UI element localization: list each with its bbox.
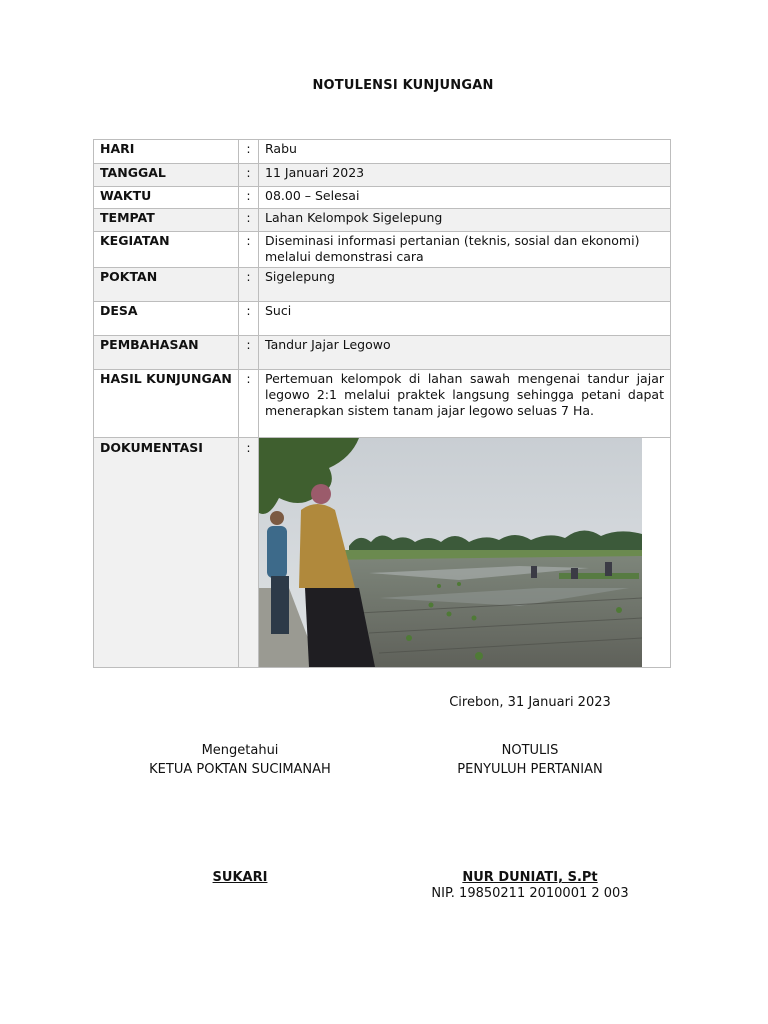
documentation-cell bbox=[259, 438, 671, 668]
table-row bbox=[94, 232, 671, 268]
table-row bbox=[94, 302, 671, 336]
row-label: KEGIATAN bbox=[94, 232, 239, 268]
table-row bbox=[94, 438, 671, 668]
row-value: 08.00 – Selesai bbox=[259, 187, 671, 209]
row-label: POKTAN bbox=[94, 268, 239, 302]
row-colon: : bbox=[239, 209, 259, 232]
left-signer-title: KETUA POKTAN SUCIMANAH bbox=[149, 762, 331, 777]
row-label: DESA bbox=[94, 302, 239, 336]
notulis-label: NOTULIS bbox=[501, 743, 559, 758]
row-value: Diseminasi informasi pertanian (teknis, sosial dan ekonomi) melalui demonstrasi cara bbox=[259, 232, 671, 268]
right-signer-nip: NIP. 19850211 2010001 2 003 bbox=[431, 886, 629, 901]
table-row bbox=[94, 370, 671, 438]
table-row bbox=[94, 187, 671, 209]
row-value: Suci bbox=[259, 302, 671, 336]
row-value: Rabu bbox=[259, 140, 671, 164]
row-value: Lahan Kelompok Sigelepung bbox=[259, 209, 671, 232]
row-colon: : bbox=[239, 336, 259, 370]
row-colon: : bbox=[239, 438, 259, 668]
right-signer-name: NUR DUNIATI, S.Pt bbox=[462, 870, 598, 885]
document-title: NOTULENSI KUNJUNGAN bbox=[312, 78, 494, 93]
row-colon: : bbox=[239, 187, 259, 209]
rice-field-photo bbox=[259, 438, 642, 667]
row-label: WAKTU bbox=[94, 187, 239, 209]
right-signer-title: PENYULUH PERTANIAN bbox=[457, 762, 603, 777]
table-row bbox=[94, 268, 671, 302]
table-row bbox=[94, 164, 671, 187]
table-row bbox=[94, 140, 671, 164]
row-label: TEMPAT bbox=[94, 209, 239, 232]
row-label: TANGGAL bbox=[94, 164, 239, 187]
left-signer-name: SUKARI bbox=[212, 870, 268, 885]
row-colon: : bbox=[239, 370, 259, 438]
acknowledged-label: Mengetahui bbox=[201, 743, 279, 758]
row-colon: : bbox=[239, 140, 259, 164]
table-row bbox=[94, 336, 671, 370]
table-row bbox=[94, 209, 671, 232]
row-label: HASIL KUNJUNGAN bbox=[94, 370, 239, 438]
row-value: Sigelepung bbox=[259, 268, 671, 302]
row-value: Pertemuan kelompok di lahan sawah mengenai tandur jajar legowo 2:1 melalui praktek langsung sehingga petani dapat menerapkan sistem tanam jajar legowo seluas 7 Ha. bbox=[259, 370, 671, 438]
visit-info-table bbox=[93, 139, 671, 668]
row-colon: : bbox=[239, 232, 259, 268]
place-date: Cirebon, 31 Januari 2023 bbox=[449, 695, 611, 710]
row-value: Tandur Jajar Legowo bbox=[259, 336, 671, 370]
row-label: PEMBAHASAN bbox=[94, 336, 239, 370]
row-label: DOKUMENTASI bbox=[94, 438, 239, 668]
row-colon: : bbox=[239, 164, 259, 187]
row-colon: : bbox=[239, 302, 259, 336]
row-label: HARI bbox=[94, 140, 239, 164]
documentation-photo bbox=[259, 438, 642, 667]
row-value: 11 Januari 2023 bbox=[259, 164, 671, 187]
row-colon: : bbox=[239, 268, 259, 302]
